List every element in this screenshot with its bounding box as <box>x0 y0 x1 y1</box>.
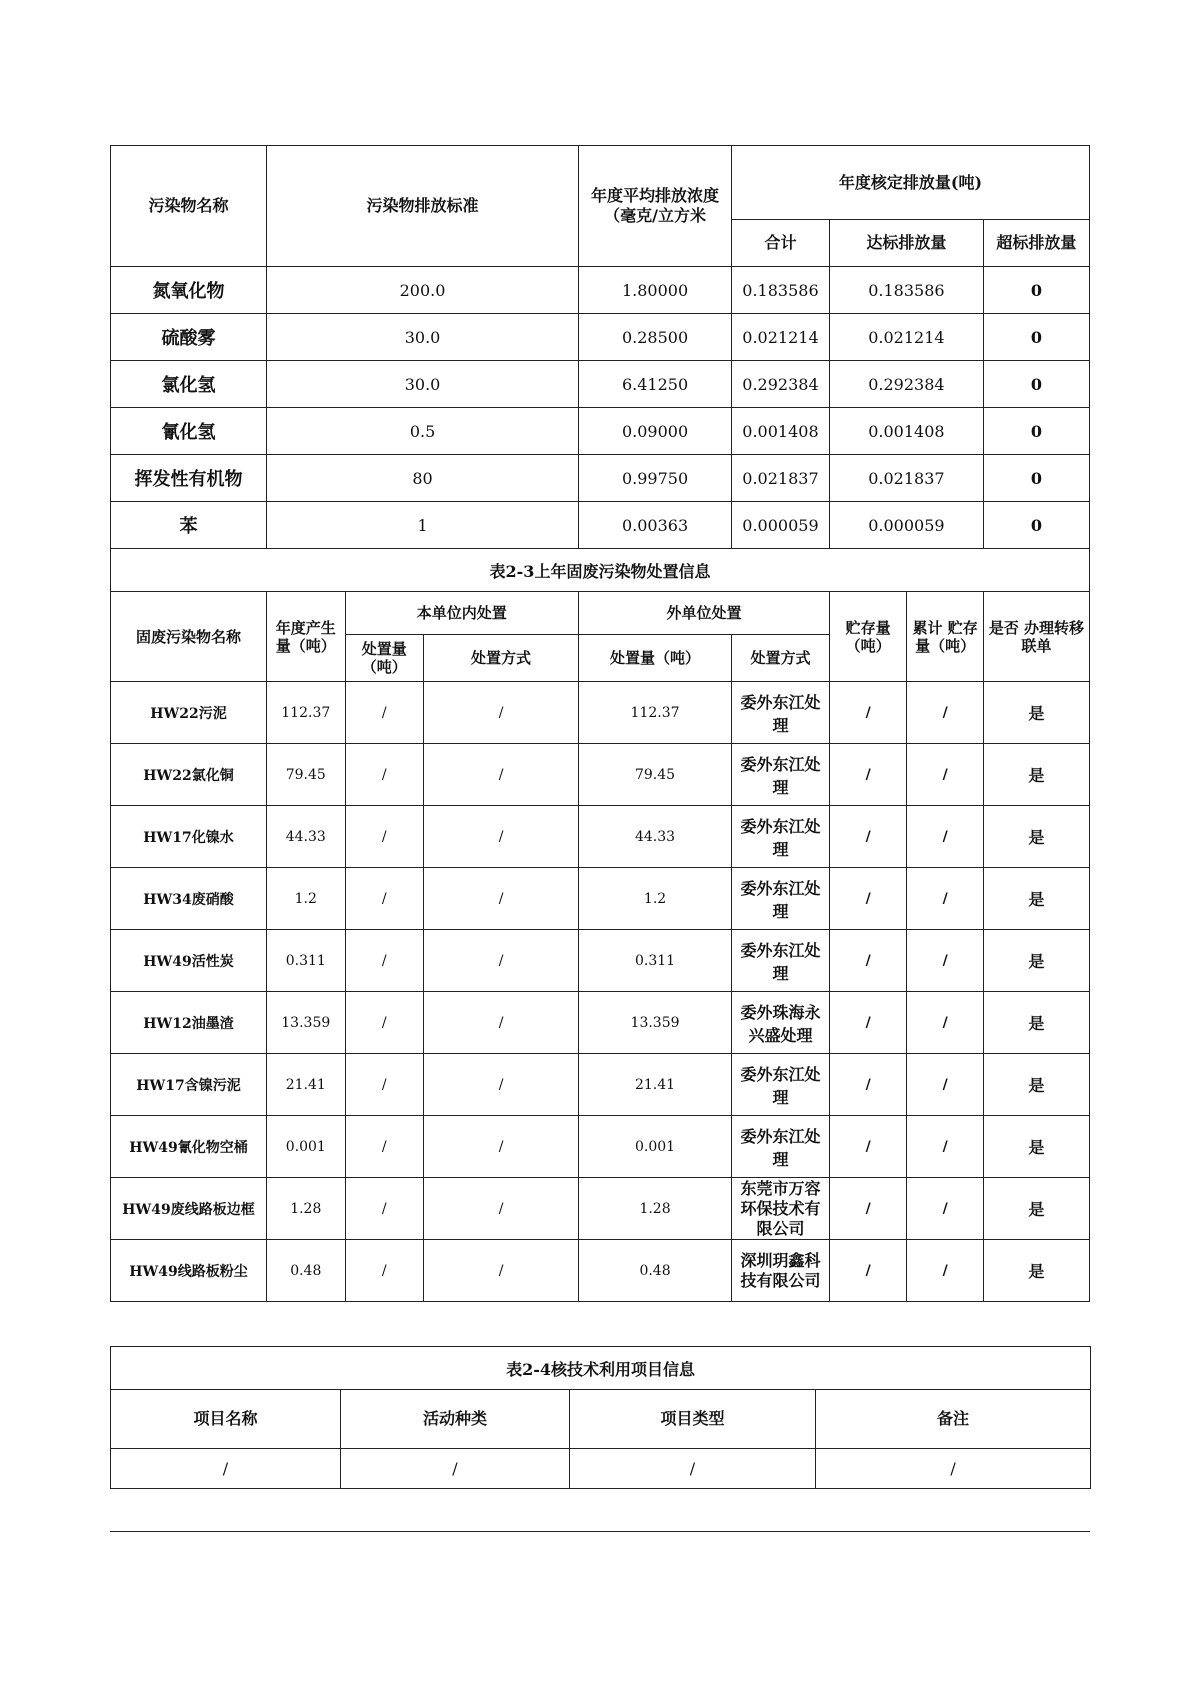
waste-name: HW49活性炭 <box>111 930 267 992</box>
pollutant-name: 氯化氢 <box>111 361 267 408</box>
internal-method-value: / <box>424 930 579 992</box>
external-method-value: 委外东江处理 <box>732 868 830 930</box>
annual-output-value: 79.45 <box>267 744 346 806</box>
pollutant-tables <box>110 145 1090 1302</box>
annual-output-value: 0.001 <box>267 1116 346 1178</box>
header-exceeding: 超标排放量 <box>983 220 1089 267</box>
table-row <box>111 1116 1090 1178</box>
table-row <box>111 408 1090 455</box>
concentration-value: 0.09000 <box>579 408 732 455</box>
pollutant-name: 挥发性有机物 <box>111 455 267 502</box>
standard-value: 1 <box>267 502 579 549</box>
compliant-value: 0.000059 <box>829 502 983 549</box>
waste-name: HW49氰化物空桶 <box>111 1116 267 1178</box>
table-row <box>111 314 1090 361</box>
annual-output-value: 0.311 <box>267 930 346 992</box>
exceeding-value: 0 <box>983 314 1089 361</box>
annual-output-value: 21.41 <box>267 1054 346 1116</box>
table-row <box>111 682 1090 744</box>
internal-method-value: / <box>424 744 579 806</box>
external-quantity-value: 44.33 <box>579 806 732 868</box>
cumulative-storage-value: / <box>907 930 983 992</box>
waste-name: HW34废硝酸 <box>111 868 267 930</box>
header-total: 合计 <box>732 220 830 267</box>
internal-quantity-value: / <box>345 1116 424 1178</box>
total-value: 0.183586 <box>732 267 830 314</box>
storage-value: / <box>829 682 906 744</box>
internal-method-value: / <box>424 1240 579 1302</box>
storage-value: / <box>829 806 906 868</box>
transfer-form-value: 是 <box>983 744 1089 806</box>
transfer-form-value: 是 <box>983 806 1089 868</box>
total-value: 0.021214 <box>732 314 830 361</box>
header-activity-type: 活动种类 <box>341 1390 570 1449</box>
external-method-value: 深圳玥鑫科技有限公司 <box>732 1240 830 1302</box>
storage-value: / <box>829 1178 906 1240</box>
annual-output-value: 1.28 <box>267 1178 346 1240</box>
compliant-value: 0.183586 <box>829 267 983 314</box>
external-quantity-value: 0.48 <box>579 1240 732 1302</box>
external-quantity-value: 21.41 <box>579 1054 732 1116</box>
annual-output-value: 44.33 <box>267 806 346 868</box>
waste-name: HW12油墨渣 <box>111 992 267 1054</box>
transfer-form-value: 是 <box>983 930 1089 992</box>
exceeding-value: 0 <box>983 502 1089 549</box>
internal-method-value: / <box>424 1054 579 1116</box>
external-quantity-value: 1.28 <box>579 1178 732 1240</box>
internal-method-value: / <box>424 868 579 930</box>
external-method-value: 委外东江处理 <box>732 1054 830 1116</box>
internal-quantity-value: / <box>345 1240 424 1302</box>
cumulative-storage-value: / <box>907 1240 983 1302</box>
external-quantity-value: 0.001 <box>579 1116 732 1178</box>
external-method-value: 委外东江处理 <box>732 930 830 992</box>
concentration-value: 0.28500 <box>579 314 732 361</box>
nuclear-caption: 表2-4核技术利用项目信息 <box>111 1347 1091 1390</box>
transfer-form-value: 是 <box>983 992 1089 1054</box>
pollutant-name: 氰化氢 <box>111 408 267 455</box>
external-method-value: 东莞市万容环保技术有限公司 <box>732 1178 830 1240</box>
nuclear-table <box>110 1346 1091 1489</box>
standard-value: 80 <box>267 455 579 502</box>
header-internal-disposal: 本单位内处置 <box>345 592 579 635</box>
table-row <box>111 361 1090 408</box>
internal-quantity-value: / <box>345 1178 424 1240</box>
activity-type-value: / <box>341 1449 570 1489</box>
external-method-value: 委外东江处理 <box>732 806 830 868</box>
internal-quantity-value: / <box>345 806 424 868</box>
internal-method-value: / <box>424 682 579 744</box>
waste-name: HW49废线路板边框 <box>111 1178 267 1240</box>
table-row <box>111 1054 1090 1116</box>
header-waste-name: 固废污染物名称 <box>111 592 267 682</box>
external-quantity-value: 0.311 <box>579 930 732 992</box>
table-row <box>111 267 1090 314</box>
header-project-type: 项目类型 <box>570 1390 816 1449</box>
exceeding-value: 0 <box>983 267 1089 314</box>
external-method-value: 委外东江处理 <box>732 744 830 806</box>
internal-method-value: / <box>424 1178 579 1240</box>
header-avg-concentration: 年度平均排放浓度（毫克/立方米 <box>579 146 732 267</box>
internal-quantity-value: / <box>345 868 424 930</box>
table-row <box>111 806 1090 868</box>
pollutant-name: 硫酸雾 <box>111 314 267 361</box>
pollutant-name: 氮氧化物 <box>111 267 267 314</box>
remarks-value: / <box>816 1449 1091 1489</box>
storage-value: / <box>829 1054 906 1116</box>
internal-quantity-value: / <box>345 930 424 992</box>
table-row <box>111 744 1090 806</box>
header-cumulative-storage: 累计 贮存量（吨） <box>907 592 983 682</box>
waste-name: HW22污泥 <box>111 682 267 744</box>
annual-output-value: 112.37 <box>267 682 346 744</box>
internal-method-value: / <box>424 992 579 1054</box>
header-external-method: 处置方式 <box>732 635 830 682</box>
exceeding-value: 0 <box>983 408 1089 455</box>
cumulative-storage-value: / <box>907 744 983 806</box>
header-storage: 贮存量（吨） <box>829 592 906 682</box>
internal-quantity-value: / <box>345 744 424 806</box>
header-project-name: 项目名称 <box>111 1390 341 1449</box>
cumulative-storage-value: / <box>907 868 983 930</box>
storage-value: / <box>829 868 906 930</box>
exceeding-value: 0 <box>983 455 1089 502</box>
standard-value: 0.5 <box>267 408 579 455</box>
waste-name: HW17化镍水 <box>111 806 267 868</box>
concentration-value: 1.80000 <box>579 267 732 314</box>
compliant-value: 0.292384 <box>829 361 983 408</box>
transfer-form-value: 是 <box>983 682 1089 744</box>
cumulative-storage-value: / <box>907 992 983 1054</box>
standard-value: 30.0 <box>267 361 579 408</box>
header-approved-emission: 年度核定排放量(吨) <box>732 146 1090 220</box>
table-row <box>111 930 1090 992</box>
standard-value: 30.0 <box>267 314 579 361</box>
total-value: 0.000059 <box>732 502 830 549</box>
header-external-disposal: 外单位处置 <box>579 592 830 635</box>
table-row <box>111 1449 1091 1489</box>
transfer-form-value: 是 <box>983 868 1089 930</box>
pollutant-name: 苯 <box>111 502 267 549</box>
concentration-value: 0.00363 <box>579 502 732 549</box>
transfer-form-value: 是 <box>983 1054 1089 1116</box>
project-type-value: / <box>570 1449 816 1489</box>
header-internal-quantity: 处置量（吨） <box>345 635 424 682</box>
external-method-value: 委外珠海永兴盛处理 <box>732 992 830 1054</box>
internal-quantity-value: / <box>345 992 424 1054</box>
cumulative-storage-value: / <box>907 806 983 868</box>
internal-method-value: / <box>424 1116 579 1178</box>
concentration-value: 6.41250 <box>579 361 732 408</box>
concentration-value: 0.99750 <box>579 455 732 502</box>
compliant-value: 0.021837 <box>829 455 983 502</box>
transfer-form-value: 是 <box>983 1116 1089 1178</box>
project-name-value: / <box>111 1449 341 1489</box>
exceeding-value: 0 <box>983 361 1089 408</box>
cumulative-storage-value: / <box>907 1116 983 1178</box>
table-row <box>111 868 1090 930</box>
external-method-value: 委外东江处理 <box>732 1116 830 1178</box>
internal-quantity-value: / <box>345 1054 424 1116</box>
waste-name: HW17含镍污泥 <box>111 1054 267 1116</box>
header-emission-standard: 污染物排放标准 <box>267 146 579 267</box>
table-row <box>111 1240 1090 1302</box>
waste-name: HW49线路板粉尘 <box>111 1240 267 1302</box>
waste-name: HW22氯化铜 <box>111 744 267 806</box>
external-method-value: 委外东江处理 <box>732 682 830 744</box>
table-row <box>111 455 1090 502</box>
storage-value: / <box>829 992 906 1054</box>
cumulative-storage-value: / <box>907 682 983 744</box>
compliant-value: 0.021214 <box>829 314 983 361</box>
header-compliant: 达标排放量 <box>829 220 983 267</box>
total-value: 0.021837 <box>732 455 830 502</box>
solid-waste-caption: 表2-3上年固废污染物处置信息 <box>111 549 1090 592</box>
table-row <box>111 992 1090 1054</box>
header-annual-output: 年度产生量（吨） <box>267 592 346 682</box>
compliant-value: 0.001408 <box>829 408 983 455</box>
external-quantity-value: 13.359 <box>579 992 732 1054</box>
header-internal-method: 处置方式 <box>424 635 579 682</box>
transfer-form-value: 是 <box>983 1178 1089 1240</box>
storage-value: / <box>829 1240 906 1302</box>
table-row <box>111 502 1090 549</box>
annual-output-value: 1.2 <box>267 868 346 930</box>
standard-value: 200.0 <box>267 267 579 314</box>
annual-output-value: 13.359 <box>267 992 346 1054</box>
transfer-form-value: 是 <box>983 1240 1089 1302</box>
storage-value: / <box>829 744 906 806</box>
annual-output-value: 0.48 <box>267 1240 346 1302</box>
storage-value: / <box>829 930 906 992</box>
cumulative-storage-value: / <box>907 1054 983 1116</box>
internal-method-value: / <box>424 806 579 868</box>
external-quantity-value: 112.37 <box>579 682 732 744</box>
external-quantity-value: 79.45 <box>579 744 732 806</box>
header-external-quantity: 处置量（吨） <box>579 635 732 682</box>
table-row <box>111 1178 1090 1240</box>
header-transfer-form: 是否 办理转移联单 <box>983 592 1089 682</box>
header-remarks: 备注 <box>816 1390 1091 1449</box>
external-quantity-value: 1.2 <box>579 868 732 930</box>
page-divider <box>110 1531 1090 1532</box>
cumulative-storage-value: / <box>907 1178 983 1240</box>
header-pollutant-name: 污染物名称 <box>111 146 267 267</box>
storage-value: / <box>829 1116 906 1178</box>
total-value: 0.001408 <box>732 408 830 455</box>
internal-quantity-value: / <box>345 682 424 744</box>
total-value: 0.292384 <box>732 361 830 408</box>
